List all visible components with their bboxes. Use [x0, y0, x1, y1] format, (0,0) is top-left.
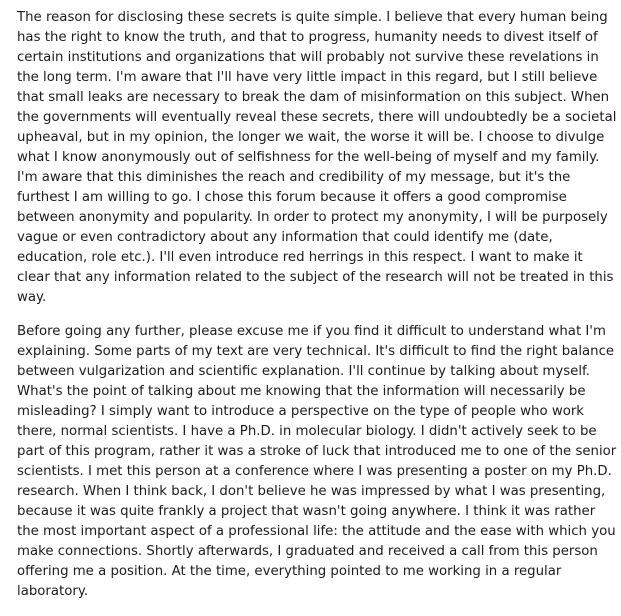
post-paragraph-1: The reason for disclosing these secrets is quite simple. I believe that every human being has the right to know the truth, and that to progress, humanity needs to divest itself of certain institutions and organizations that will probably not survive these revelations in the long term. I'm aware that I'll have very little impact in this regard, but I still believe that small leaks are necessary to break the dam of misinformation on this subject. When the governments will eventually reveal these secrets, there will undoubtedly be a societal upheaval, but in my opinion, the longer we wait, the worse it will be. I choose to divulge what I know anonymously out of selfishness for the well-being of myself and my family. I'm aware that this diminishes the reach and credibility of my message, but it's the furthest I am willing to go. I chose this forum because it offers a good compromise between anonymity and popularity. In order to protect my anonymity, I will be purposely vague or even contradictory about any information that could identify me (date, education, role etc.). I'll even introduce red herrings in this respect. I want to make it clear that any information related to the subject of the research will not be treated in this way. — [17, 10, 617, 305]
post-body — [17, 8, 617, 616]
post-paragraph-2: Before going any further, please excuse me if you find it difficult to understand what I'm explaining. Some parts of my text are very technical. It's difficult to find the right balance between vulgarization and scientific explanation. I'll continue by talking about myself. What's the point of talking about me knowing that the information will necessarily be misleading? I simply want to introduce a perspective on the type of people who work there, normal scientists. I have a Ph.D. in molecular biology. I didn't actively seek to be part of this program, rather it was a stroke of luck that introduced me to one of the senior scientists. I met this person at a conference where I was presenting a poster on my Ph.D. research. When I think back, I don't believe he was impressed by what I was presenting, because it was quite frankly a project that wasn't going anywhere. I think it was rather the most important aspect of a professional life: the attitude and the ease with which you make connections. Shortly afterwards, I graduated and received a call from this person offering me a position. At the time, everything pointed to me working in a regular laboratory. — [17, 324, 617, 599]
